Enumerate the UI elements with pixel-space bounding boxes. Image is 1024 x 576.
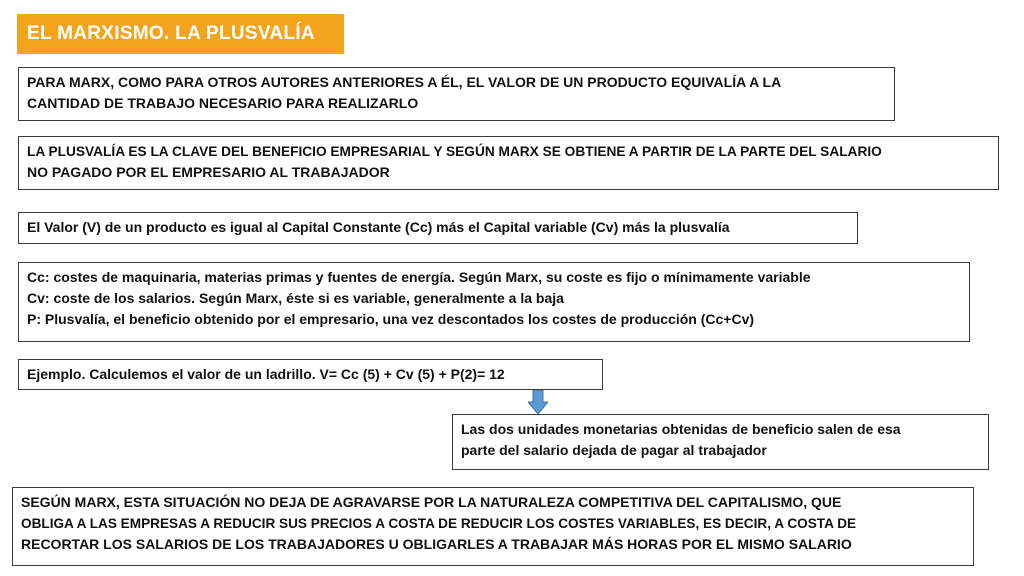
- plusvalia-box: [18, 136, 999, 190]
- arrow-down-icon: [528, 390, 548, 414]
- definicion-p: P: Plusvalía, el beneficio obtenido por el empresario, una vez descontados los costes de producción (Cc+Cv): [27, 311, 755, 327]
- intro-box: [18, 67, 895, 121]
- conclusion-line-1: SEGÚN MARX, ESTA SITUACIÓN NO DEJA DE AGRAVARSE POR LA NATURALEZA COMPETITIVA DEL CAPITALISMO, QUE: [21, 494, 842, 510]
- conclusion-line-3: RECORTAR LOS SALARIOS DE LOS TRABAJADORES U OBLIGARLES A TRABAJAR MÁS HORAS POR EL MISMO SALARIO: [21, 536, 852, 552]
- resultado-box: [452, 414, 989, 470]
- intro-line-2: CANTIDAD DE TRABAJO NECESARIO PARA REALIZARLO: [27, 95, 419, 111]
- ejemplo-box: [18, 359, 603, 390]
- valor-box: [18, 212, 858, 244]
- conclusion-box: [12, 487, 974, 566]
- resultado-line-1: Las dos unidades monetarias obtenidas de beneficio salen de esa: [461, 421, 901, 437]
- plusvalia-line-1: LA PLUSVALÍA ES LA CLAVE DEL BENEFICIO EMPRESARIAL Y SEGÚN MARX SE OBTIENE A PARTIR DE LA PARTE DEL SALARIO: [27, 144, 882, 159]
- plusvalia-line-2: NO PAGADO POR EL EMPRESARIO AL TRABAJADOR: [27, 164, 390, 180]
- conclusion-line-2: OBLIGA A LAS EMPRESAS A REDUCIR SUS PRECIOS A COSTA DE REDUCIR LOS COSTES VARIABLES, ES DECIR, A COSTA DE: [21, 516, 857, 531]
- definicion-cv: Cv: coste de los salarios. Según Marx, éste si es variable, generalmente a la baja: [27, 290, 564, 306]
- slide-title: EL MARXISMO. LA PLUSVALÍA: [17, 14, 344, 54]
- resultado-line-2: parte del salario dejada de pagar al trabajador: [461, 442, 767, 458]
- valor-text: El Valor (V) de un producto es igual al Capital Constante (Cc) más el Capital variable (Cv) más la plusvalía: [27, 219, 730, 235]
- ejemplo-text: Ejemplo. Calculemos el valor de un ladrillo. V= Cc (5) + Cv (5) + P(2)= 12: [27, 366, 505, 382]
- definicion-cc: Cc: costes de maquinaria, materias primas y fuentes de energía. Según Marx, su coste es fijo o mínimamente variable: [27, 269, 811, 285]
- intro-line-1: PARA MARX, COMO PARA OTROS AUTORES ANTERIORES A ÉL, EL VALOR DE UN PRODUCTO EQUIVALÍA A LA: [27, 74, 782, 90]
- definiciones-box: [18, 262, 970, 342]
